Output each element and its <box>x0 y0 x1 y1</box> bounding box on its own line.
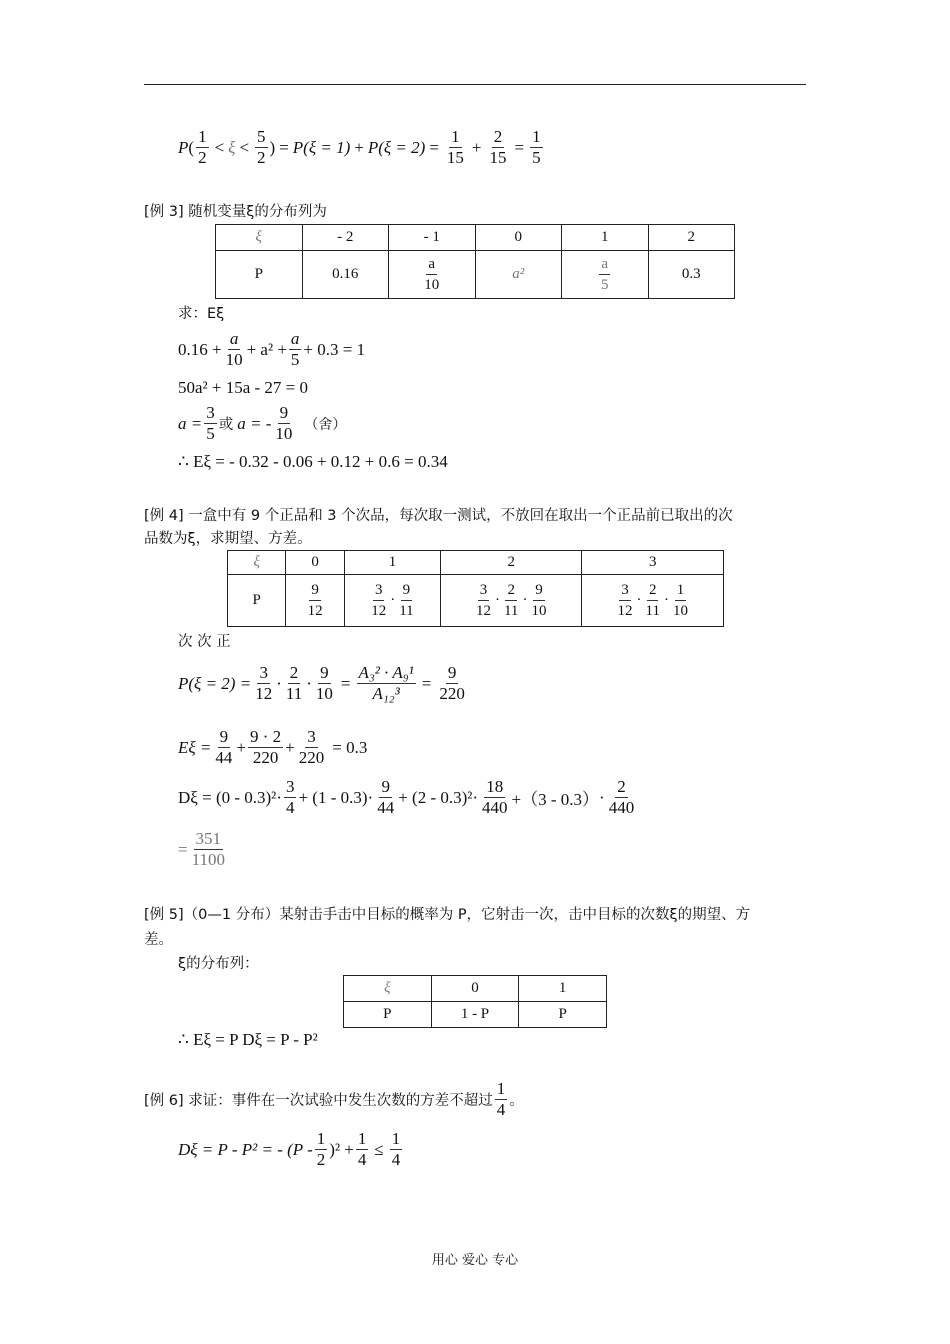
table-cell: 0.3 <box>648 251 735 299</box>
numerator: 1 <box>391 1129 401 1148</box>
fraction <box>357 664 416 703</box>
fraction <box>289 330 302 369</box>
denominator: 10 <box>275 424 293 443</box>
numerator: 9 <box>401 581 413 601</box>
numerator: 9 <box>279 403 289 422</box>
formula-text: ( <box>188 137 195 157</box>
example-5-subtitle: ξ的分布列： <box>178 956 259 972</box>
numerator: 18 <box>486 777 504 796</box>
numerator: 3 <box>259 663 268 682</box>
table-cell: P <box>228 575 286 627</box>
table-header-cell: 0 <box>475 225 562 251</box>
formula-text: +（3 - 0.3） <box>511 790 600 809</box>
fraction <box>196 128 209 167</box>
example-4-title-line-2: 品数为ξ，求期望、方差。 <box>144 531 312 547</box>
formula-text: P <box>178 137 189 157</box>
table-cell: P <box>216 251 303 299</box>
table-cell <box>286 575 345 627</box>
formula-text: P(ξ = 2) = <box>178 673 252 693</box>
numerator: a <box>229 329 239 348</box>
fraction <box>253 664 274 703</box>
table-cell: 1 - P <box>431 1002 519 1028</box>
denominator: 15 <box>489 148 507 167</box>
operator: = <box>421 673 432 693</box>
numerator: 9 <box>381 777 390 796</box>
fraction <box>314 664 335 703</box>
denominator: 220 <box>439 684 465 703</box>
numerator: 9 <box>447 663 457 682</box>
table-cell <box>582 575 724 627</box>
operator: = <box>178 839 188 859</box>
denominator: 10 <box>225 350 243 369</box>
example-3-ask: 求：Eξ <box>178 306 225 322</box>
table-header-cell: - 2 <box>302 225 389 251</box>
denominator: 10 <box>315 684 333 703</box>
formula-text: a = <box>178 413 203 433</box>
example-5-result: ∴ Eξ = P Dξ = P - P² <box>178 1030 318 1049</box>
fraction <box>284 778 297 817</box>
numerator: a <box>426 255 437 275</box>
fraction <box>273 404 294 443</box>
numerator: 2 <box>647 581 659 601</box>
denominator: 5 <box>532 148 541 167</box>
formula-text: + (2 - 0.3)² <box>398 787 473 807</box>
fraction <box>437 664 467 703</box>
formula-text: )² + <box>329 1139 354 1159</box>
table-header-cell: 2 <box>440 551 581 575</box>
denominator: 10 <box>424 277 440 293</box>
header-rule <box>144 84 806 85</box>
example-6-proof <box>178 1130 404 1169</box>
denominator: 11 <box>285 684 303 703</box>
table-cell: P <box>519 1002 607 1028</box>
operator: · <box>390 591 396 608</box>
numerator: 2 <box>289 663 299 682</box>
example-6-title <box>144 1080 524 1119</box>
operator: = <box>340 673 351 693</box>
denominator: 10 <box>672 603 688 619</box>
table-header-cell: 0 <box>286 551 345 575</box>
example-6-title-end: 。 <box>509 1093 524 1109</box>
numerator: 2 <box>505 581 517 601</box>
numerator: a <box>599 255 610 275</box>
example-3-step-2: 50a² + 15a - 27 = 0 <box>178 378 309 397</box>
table-header-cell: 2 <box>648 225 735 251</box>
table-header-cell: 1 <box>344 551 440 575</box>
fraction <box>607 778 637 817</box>
formula-text: = 0.3 <box>332 737 368 757</box>
numerator: 2 <box>493 127 503 146</box>
fraction <box>356 1130 369 1169</box>
table-cell <box>389 251 476 299</box>
numerator: 3 <box>619 581 631 601</box>
formula-text: + 0.3 = 1 <box>303 339 366 359</box>
denominator: 11 <box>399 603 414 619</box>
denominator: 12 <box>255 684 273 703</box>
example-4-title-line-1: [例 4] 一盒中有 9 个正品和 3 个次品，每次取一测试，不放回在取出一个正品前已取出的次 <box>144 508 733 524</box>
formula-text: P(ξ = 1) <box>292 137 351 157</box>
numerator: 9 · 2 <box>249 727 282 746</box>
formula-text: （舍） <box>304 416 347 433</box>
operator: · <box>636 591 642 608</box>
operator: + <box>471 137 482 157</box>
example-4-labels: 次 次 正 <box>178 634 231 650</box>
numerator: 3 <box>373 581 385 601</box>
formula-text: Dξ = P - P² = - (P - <box>178 1139 313 1159</box>
example-4-p2: P(ξ = 2) = $\frac{3}{12}$ · $\frac{2}{11}$ · $\frac{9}{10}$ = $\frac{\text{A₃² · A₉¹}}{\text{A₁₂³}}$ = $\frac{9}{220}$ <box>178 663 465 703</box>
numerator: 1 <box>532 127 541 146</box>
table-cell: P <box>344 1002 432 1028</box>
example-3-result: ∴ Eξ = - 0.32 - 0.06 + 0.12 + 0.6 = 0.34 <box>178 452 448 471</box>
example-5-title-line-1: [例 5]（0—1 分布）某射击手击中目标的概率为 P，它射击一次，击中目标的次数ξ的期望、方 <box>144 907 751 923</box>
table-cell: 0.16 <box>302 251 389 299</box>
table-header-cell: ξ <box>344 976 432 1002</box>
denominator: 5 <box>290 350 300 369</box>
numerator: 1 <box>316 1129 326 1148</box>
example-4-expectation: Eξ = $\frac{9}{44}$ + $\frac{9 \cdot 2}{220}$ + $\frac{3}{220}$ = 0.3 <box>178 727 368 767</box>
denominator: 4 <box>391 1150 401 1169</box>
fraction <box>445 128 466 167</box>
table-header-cell: 1 <box>562 225 649 251</box>
numerator: A₃² · A₉¹ <box>358 663 414 682</box>
example-3-step-1 <box>178 330 365 369</box>
denominator: 220 <box>252 748 279 767</box>
fraction <box>390 1130 403 1169</box>
denominator: 5 <box>601 277 609 293</box>
denominator: 5 <box>206 424 215 443</box>
operator: < <box>239 137 250 157</box>
denominator: 2 <box>257 148 266 167</box>
example-4-table <box>227 550 724 627</box>
formula-text: 或 <box>218 417 234 433</box>
example-4-variance-result <box>178 830 229 869</box>
formula-text: 0.16 + <box>178 339 222 359</box>
denominator: 4 <box>285 798 295 817</box>
table-cell: a² <box>475 251 562 299</box>
fraction <box>480 778 510 817</box>
denominator: 12 <box>307 603 323 619</box>
example-3-table <box>215 224 735 299</box>
operator: · <box>494 591 500 608</box>
table-cell <box>440 575 581 627</box>
numerator: 3 <box>478 581 490 601</box>
denominator: 10 <box>531 603 547 619</box>
denominator: 44 <box>377 798 395 817</box>
numerator: 9 <box>533 581 545 601</box>
example-5-title-line-2: 差。 <box>144 932 173 948</box>
denominator: 220 <box>298 748 325 767</box>
example-4-variance: Dξ = (0 - 0.3)² · $\frac{3}{4}$ + (1 - 0.3) · $\frac{9}{44}$ + (2 - 0.3)² · $\frac{18}{440}$ +（3 - 0.3） · $\frac{2}{440}$ <box>178 777 635 817</box>
formula-text: Dξ = (0 - 0.3)² <box>178 787 277 807</box>
operator: = <box>279 137 289 157</box>
operator: ≤ <box>374 1139 384 1159</box>
numerator: 9 <box>309 581 321 601</box>
denominator: 11 <box>645 603 660 619</box>
operator: + <box>354 137 364 157</box>
fraction <box>224 330 245 369</box>
denominator: 440 <box>482 798 508 817</box>
denominator: 12 <box>617 603 633 619</box>
denominator: 2 <box>316 1150 326 1169</box>
table-header-cell: 1 <box>519 976 607 1002</box>
table-cell <box>344 575 440 627</box>
formula-text: P(ξ = 2) <box>367 137 426 157</box>
denominator: 1100 <box>191 850 225 869</box>
numerator: 1 <box>357 1129 367 1148</box>
fraction <box>248 728 283 767</box>
denominator: A₁₂³ <box>372 684 400 703</box>
numerator: 2 <box>617 777 626 796</box>
formula-text: + (1 - 0.3) <box>298 787 368 807</box>
numerator: 9 <box>320 663 329 682</box>
table-header-cell: ξ <box>228 551 286 575</box>
example-6-title-text: [例 6] 求证：事件在一次试验中发生次数的方差不超过 <box>144 1093 493 1109</box>
example-5-table <box>343 975 607 1028</box>
formula-text: + a² + <box>246 339 287 359</box>
table-cell <box>562 251 649 299</box>
operator: · <box>663 591 669 608</box>
denominator: 12 <box>371 603 387 619</box>
denominator: 44 <box>215 748 233 767</box>
numerator: 9 <box>219 727 229 746</box>
fraction <box>204 404 217 443</box>
table-header-cell: - 1 <box>389 225 476 251</box>
fraction <box>297 728 327 767</box>
table-header-cell: 0 <box>431 976 519 1002</box>
fraction <box>488 128 509 167</box>
fraction <box>530 128 543 167</box>
fraction <box>190 830 227 869</box>
formula-text: a = - <box>237 413 272 433</box>
numerator: a <box>290 329 300 348</box>
operator: = <box>429 137 439 157</box>
fraction <box>495 1080 508 1119</box>
example-3-step-3 <box>178 404 346 443</box>
fraction <box>213 728 234 767</box>
numerator: 1 <box>451 127 460 146</box>
denominator: 2 <box>198 148 207 167</box>
numerator: 5 <box>257 127 266 146</box>
denominator: 11 <box>503 603 519 619</box>
operator: < <box>214 137 225 157</box>
formula-p-interval <box>178 128 545 167</box>
fraction <box>284 664 304 703</box>
xi-symbol: ξ <box>228 137 236 157</box>
denominator: 12 <box>475 603 491 619</box>
denominator: 15 <box>446 148 464 167</box>
numerator: 3 <box>285 777 295 796</box>
numerator: 1 <box>496 1079 506 1098</box>
denominator: 440 <box>608 798 635 817</box>
numerator: 1 <box>675 581 687 601</box>
fraction <box>255 128 268 167</box>
formula-text: ) <box>269 137 276 157</box>
operator: · <box>522 591 528 608</box>
numerator: 3 <box>206 403 215 422</box>
fraction <box>315 1130 328 1169</box>
table-header-cell: 3 <box>582 551 724 575</box>
numerator: 351 <box>195 829 222 848</box>
table-header-cell: ξ <box>216 225 303 251</box>
denominator: 4 <box>357 1150 367 1169</box>
fraction <box>375 778 396 817</box>
example-3-title: [例 3] 随机变量ξ的分布列为 <box>144 204 327 220</box>
formula-text: Eξ = <box>178 737 212 757</box>
operator: = <box>514 137 525 157</box>
denominator: 4 <box>496 1100 506 1119</box>
numerator: 1 <box>198 127 207 146</box>
numerator: 3 <box>307 727 316 746</box>
page-footer: 用心 爱心 专心 <box>431 1253 519 1268</box>
